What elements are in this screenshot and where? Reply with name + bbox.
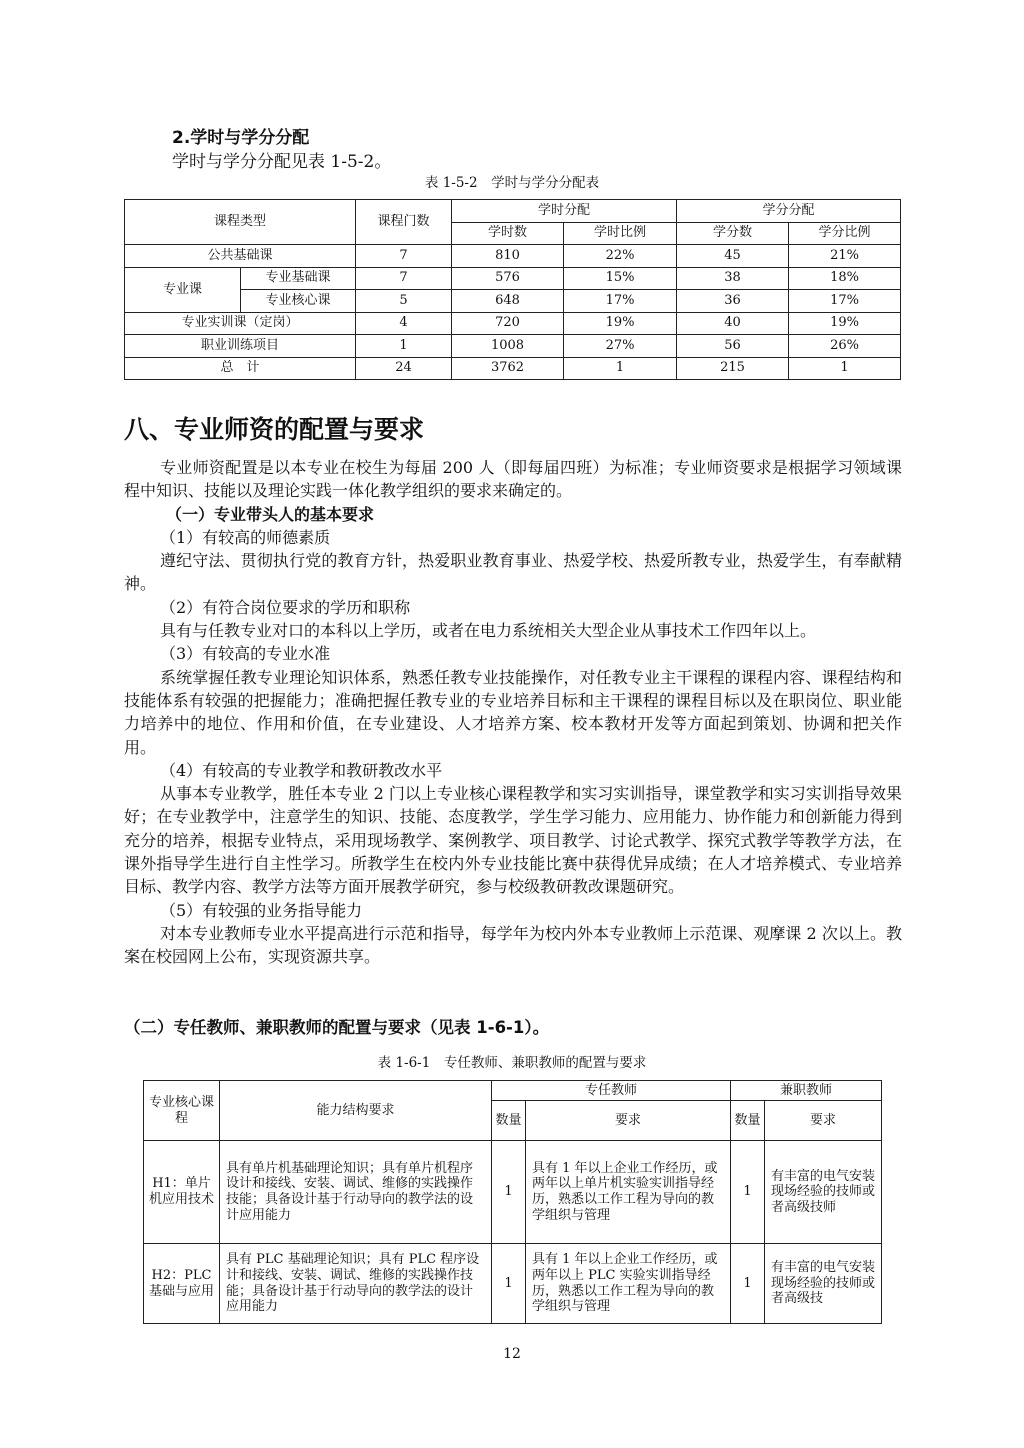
- body-text: [124, 456, 902, 969]
- teacher-table: [143, 1080, 882, 1324]
- table-cell: 具有 1 年以上企业工作经历，或两年以上单片机实验实训指导经历，熟悉以工作工程为导向的教学组织与管理: [526, 1141, 731, 1244]
- table-row: [144, 1244, 882, 1324]
- table-header-row: [125, 200, 901, 223]
- table-cell: 1: [789, 357, 901, 380]
- header-cell: 专任教师: [492, 1081, 731, 1101]
- table-cell: 22%: [564, 245, 677, 268]
- item-title: （3）有较高的专业水准: [160, 644, 331, 664]
- table-cell: 5: [356, 290, 452, 313]
- credits-table: [124, 199, 901, 380]
- section-heading-credits: 2.学时与学分分配: [172, 128, 310, 148]
- item-title: （1）有较高的师德素质: [160, 527, 331, 547]
- table-cell: 26%: [789, 335, 901, 358]
- table-cell: 18%: [789, 267, 901, 290]
- header-cell: 学分数: [677, 222, 789, 245]
- header-cell: 要求: [765, 1101, 882, 1141]
- table-cell: 27%: [564, 335, 677, 358]
- page-number: 12: [503, 1346, 521, 1362]
- table-cell: 专业核心课: [241, 290, 356, 313]
- header-cell: 学时数: [452, 222, 564, 245]
- table-cell: 36: [677, 290, 789, 313]
- table-cell: 公共基础课: [125, 245, 356, 268]
- table-row: [125, 267, 901, 290]
- header-cell: 兼职教师: [731, 1081, 882, 1101]
- table-row: [125, 245, 901, 268]
- header-cell: 数量: [731, 1101, 765, 1141]
- table-cell: H2：PLC 基础与应用: [144, 1244, 220, 1324]
- table-cell: 19%: [564, 312, 677, 335]
- table-cell: 专业实训课（定岗）: [125, 312, 356, 335]
- table-row-total: [125, 357, 901, 380]
- item-text: 系统掌握任教专业理论知识体系，熟悉任教专业技能操作，对任教专业主干课程的课程内容、课程结构和技能体系有较强的把握能力；准确把握任教专业的专业培养目标和主干课程的课程目标以及在职岗位、职业能力培养中的地位、作用和价值，在专业建设、人才培养方案、校本教材开发等方面起到策划、协调和把关作用。: [124, 667, 902, 757]
- table-cell: 7: [356, 245, 452, 268]
- header-cell: 课程类型: [125, 200, 356, 245]
- header-cell: 课程门数: [356, 200, 452, 245]
- table-row: [125, 335, 901, 358]
- header-cell: 学时分配: [452, 200, 677, 223]
- header-cell: 要求: [526, 1101, 731, 1141]
- subsection-heading-teachers: （二）专任教师、兼职教师的配置与要求（见表 1-6-1）。: [124, 1018, 550, 1037]
- table-cell: 具有 PLC 基础理论知识；具有 PLC 程序设计和接线、安装、调试、维修的实践操作技能；具备设计基于行动导向的教学法的设计应用能力: [220, 1244, 492, 1324]
- table-cell: 1: [356, 335, 452, 358]
- header-cell: 数量: [492, 1101, 526, 1141]
- table-row: [125, 290, 901, 313]
- table-cell: 15%: [564, 267, 677, 290]
- table-cell: 19%: [789, 312, 901, 335]
- section-text-credits: 学时与学分分配见表 1-5-2。: [172, 152, 392, 172]
- header-cell: 能力结构要求: [220, 1081, 492, 1141]
- item-text: 具有与任教专业对口的本科以上学历，或者在电力系统相关大型企业从事技术工作四年以上。: [160, 621, 817, 641]
- table-cell: 45: [677, 245, 789, 268]
- table-cell: 720: [452, 312, 564, 335]
- item-text: 遵纪守法、贯彻执行党的教育方针，热爱职业教育事业、热爱学校、热爱所教专业，热爱学生，有奉献精神。: [124, 551, 902, 594]
- table-cell: 56: [677, 335, 789, 358]
- table-cell: 7: [356, 267, 452, 290]
- subsection-heading: （一）专业带头人的基本要求: [166, 504, 375, 524]
- header-cell: 学分比例: [789, 222, 901, 245]
- header-cell: 专业核心课程: [144, 1081, 220, 1141]
- table-cell: 21%: [789, 245, 901, 268]
- table-cell: 4: [356, 312, 452, 335]
- intro-paragraph: 专业师资配置是以本专业在校生为每届 200 人（即每届四班）为标准；专业师资要求是根据学习领域课程中知识、技能以及理论实践一体化教学组织的要求来确定的。: [124, 458, 902, 501]
- table-cell: 1: [492, 1141, 526, 1244]
- table-cell: 具有 1 年以上企业工作经历，或两年以上 PLC 实验实训指导经历，熟悉以工作工程为导向的教学组织与管理: [526, 1244, 731, 1324]
- table-header-row: [144, 1081, 882, 1101]
- table-cell: 职业训练项目: [125, 335, 356, 358]
- table-cell: 总 计: [125, 357, 356, 380]
- table-cell: 24: [356, 357, 452, 380]
- table-cell: 有丰富的电气安装现场经验的技师或者高级技师: [765, 1141, 882, 1244]
- item-title: （5）有较强的业务指导能力: [160, 900, 363, 920]
- table-cell: 215: [677, 357, 789, 380]
- table-cell: 有丰富的电气安装现场经验的技师或者高级技: [765, 1244, 882, 1324]
- table-caption-2: 表 1-6-1 专任教师、兼职教师的配置与要求: [377, 1055, 647, 1071]
- table-cell: 1: [731, 1244, 765, 1324]
- table-cell: 576: [452, 267, 564, 290]
- table-cell: 40: [677, 312, 789, 335]
- table-cell: 17%: [789, 290, 901, 313]
- item-title: （2）有符合岗位要求的学历和职称: [160, 597, 411, 617]
- table-cell: 648: [452, 290, 564, 313]
- table-cell: 1: [492, 1244, 526, 1324]
- table-cell: 1: [564, 357, 677, 380]
- table-cell: 1: [731, 1141, 765, 1244]
- item-text: 从事本专业教学，胜任本专业 2 门以上专业核心课程教学和实习实训指导，课堂教学和实习实训指导效果好；在专业教学中，注意学生的知识、技能、态度教学，学生学习能力、应用能力、协作能力和创新能力得到充分的培养，根据专业特点，采用现场教学、案例教学、项目教学、讨论式教学、探究式教学等教学方法，在课外指导学生进行自主性学习。所教学生在校内外专业技能比赛中获得优异成绩；在人才培养模式、专业培养目标、教学内容、教学方法等方面开展教学研究，参与校级教研教改课题研究。: [124, 784, 902, 897]
- table-cell: 1008: [452, 335, 564, 358]
- header-cell: 学时比例: [564, 222, 677, 245]
- table-cell: 3762: [452, 357, 564, 380]
- table-row: [125, 312, 901, 335]
- table-cell: 17%: [564, 290, 677, 313]
- table-cell: 38: [677, 267, 789, 290]
- item-text: 对本专业教师专业水平提高进行示范和指导，每学年为校内外本专业教师上示范课、观摩课 2 次以上。教案在校园网上公布，实现资源共享。: [124, 923, 902, 967]
- table-cell: 专业基础课: [241, 267, 356, 290]
- table-cell: 810: [452, 245, 564, 268]
- table-row: [144, 1141, 882, 1244]
- item-title: （4）有较高的专业教学和教研教改水平: [160, 760, 443, 780]
- table-cell: H1：单片机应用技术: [144, 1141, 220, 1244]
- chapter-heading: 八、专业师资的配置与要求: [124, 415, 425, 444]
- table-cell: 具有单片机基础理论知识；具有单片机程序设计和接线、安装、调试、维修的实践操作技能；具备设计基于行动导向的教学法的设计应用能力: [220, 1141, 492, 1244]
- header-cell: 学分分配: [677, 200, 901, 223]
- table-cell: 专业课: [125, 267, 241, 312]
- table-caption-1: 表 1-5-2 学时与学分分配表: [424, 175, 600, 191]
